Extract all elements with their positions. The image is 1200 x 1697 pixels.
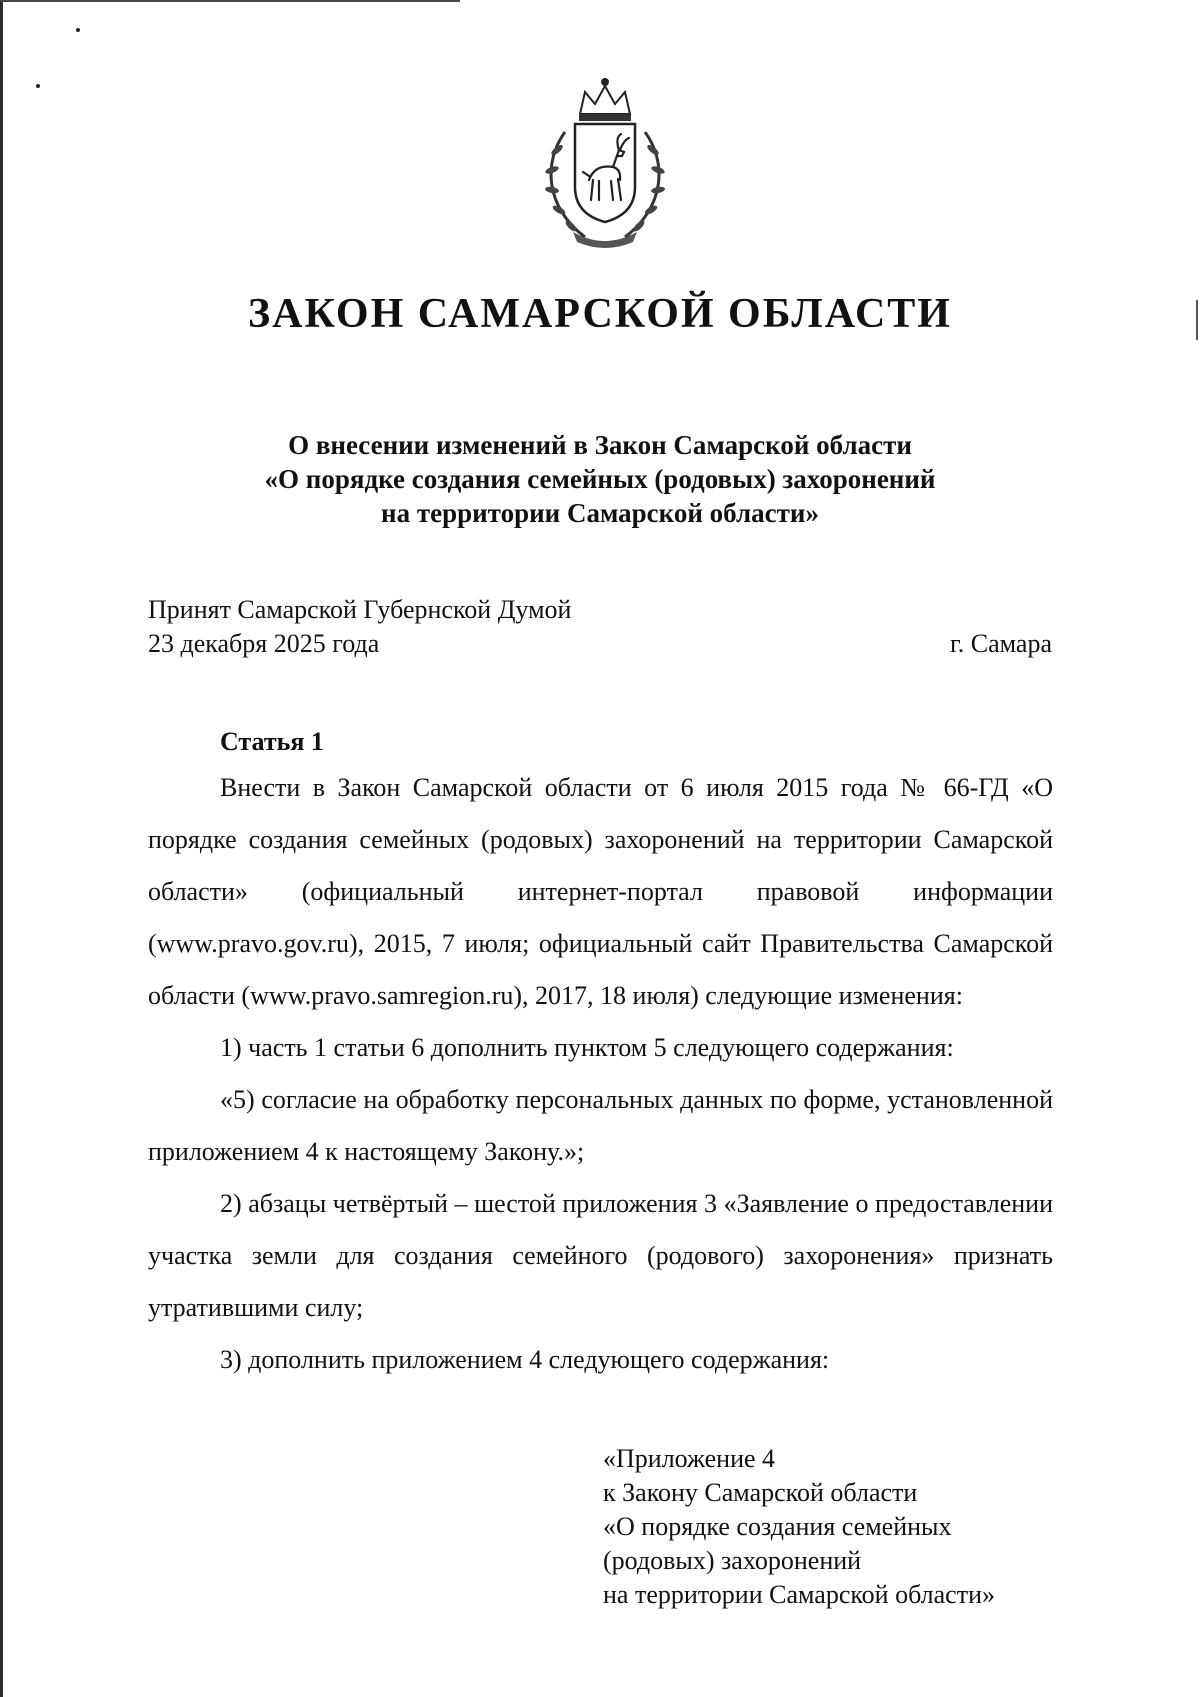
article-body	[148, 762, 1053, 1386]
law-subtitle	[0, 428, 1200, 530]
scan-speck	[76, 28, 80, 32]
scan-speck	[36, 84, 40, 88]
adopted-date: 23 декабря 2025 года	[148, 629, 380, 658]
scan-edge-top	[0, 0, 460, 2]
city: г. Самара	[950, 629, 1052, 658]
appendix-line: «О порядке создания семейных	[603, 1512, 952, 1541]
paragraph: 2) абзацы четвёртый – шестой приложения 3 «Заявление о предоставлении участка земли для создания семейного (родового) захоронения» признать утратившими силу;	[148, 1189, 1053, 1322]
appendix-line: к Закону Самарской области	[603, 1478, 918, 1507]
scan-edge-left	[0, 0, 3, 1697]
paragraph: 1) часть 1 статьи 6 дополнить пунктом 5 следующего содержания:	[220, 1033, 954, 1062]
adopted-by: Принят Самарской Губернской Думой	[148, 595, 572, 624]
subtitle-line: «О порядке создания семейных (родовых) захоронений	[264, 464, 936, 494]
subtitle-line: на территории Самарской области»	[381, 498, 819, 528]
appendix-line: «Приложение 4	[603, 1444, 776, 1473]
paragraph: 3) дополнить приложением 4 следующего содержания:	[220, 1345, 830, 1374]
appendix-line: (родовых) захоронений	[603, 1546, 862, 1575]
law-title: ЗАКОН САМАРСКОЙ ОБЛАСТИ	[248, 291, 952, 337]
paragraph: Внести в Закон Самарской области от 6 июля 2015 года № 66-ГД «О порядке создания семейных (родовых) захоронений на территории Самарской области» (официальный интернет-портал правовой информации (www.pravo.gov.ru), 2015, 7 июля; официальный сайт Правительства Самарской области (www.pravo.samregion.ru), 2017, 18 июля) следующие изменения:	[148, 773, 1053, 1010]
article-heading: Статья 1	[220, 727, 324, 756]
appendix-line: на территории Самарской области»	[603, 1580, 995, 1609]
adoption-block	[148, 593, 571, 661]
subtitle-line: О внесении изменений в Закон Самарской области	[288, 430, 912, 460]
appendix-header	[603, 1442, 995, 1612]
paragraph: «5) согласие на обработку персональных данных по форме, установленной приложением 4 к настоящему Закону.»;	[148, 1085, 1053, 1166]
samara-coat-of-arms-icon	[525, 72, 685, 252]
